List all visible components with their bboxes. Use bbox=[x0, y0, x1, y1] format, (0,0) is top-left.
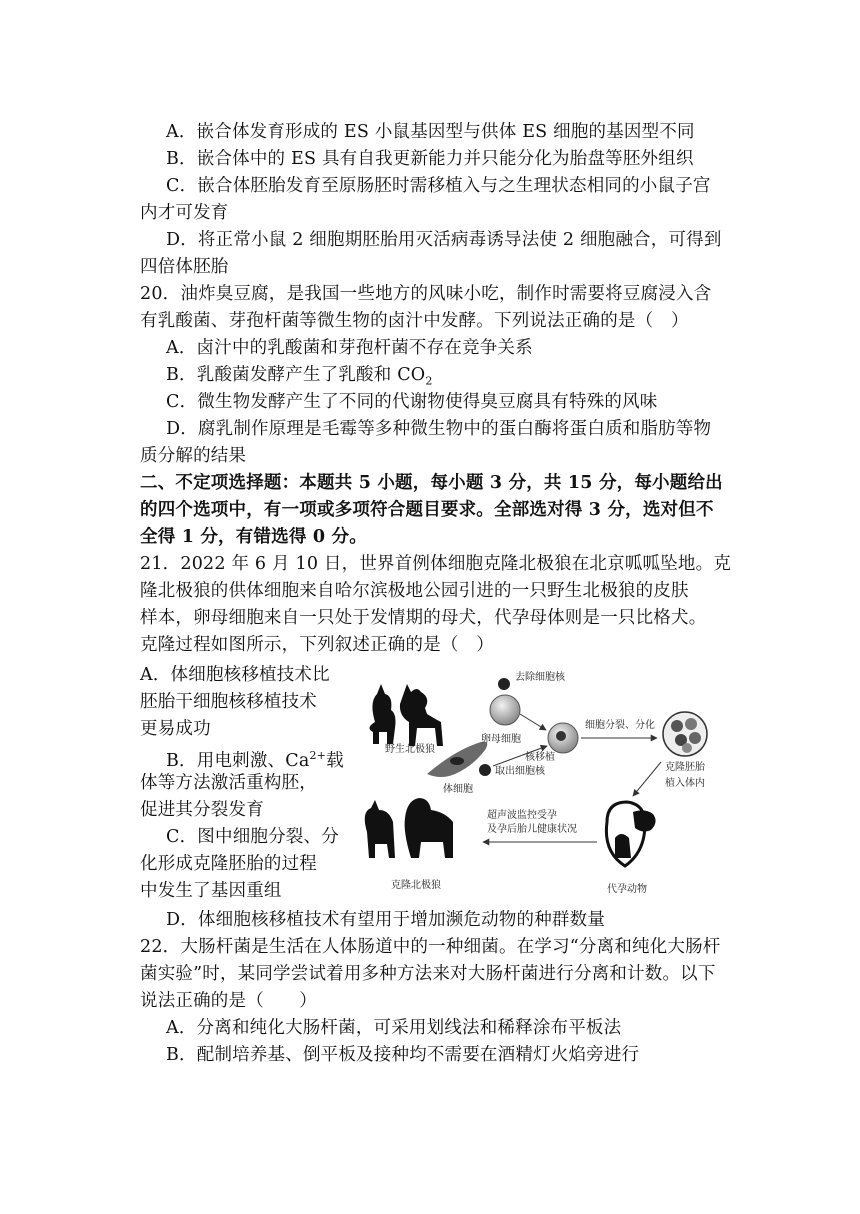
surrogate-animal bbox=[606, 802, 655, 866]
label-ultrasound-line1: 超声波监控受孕 bbox=[487, 810, 557, 821]
q21-option-c-line1: C．图中细胞分裂、分 bbox=[166, 827, 339, 847]
label-surrogate: 代孕动物 bbox=[607, 884, 647, 895]
q20-option-c: C．微生物发酵产生了不同的代谢物使得臭豆腐具有特殊的风味 bbox=[166, 392, 658, 412]
q21-option-c-line3: 中发生了基因重组 bbox=[140, 881, 282, 901]
q21-option-a-line2: 胚胎干细胞核移植技术 bbox=[140, 692, 317, 712]
q21-stem-line1: 21．2022 年 6 月 10 日，世界首例体细胞克隆北极狼在北京呱呱坠地。克 bbox=[140, 554, 732, 574]
q19-option-d-line2: 四倍体胚胎 bbox=[140, 257, 229, 277]
q20-stem-line2: 有乳酸菌、芽孢杆菌等微生物的卤汁中发酵。下列说法正确的是（ ） bbox=[140, 311, 689, 331]
q22-option-a: A．分离和纯化大肠杆菌，可采用划线法和稀释涂布平板法 bbox=[166, 1018, 622, 1038]
label-nuclear-transfer: 核移植 bbox=[525, 752, 555, 763]
section2-heading-line3: 全得 1 分，有错选得 0 分。 bbox=[140, 527, 367, 547]
clone-embryo bbox=[663, 712, 707, 756]
q21-option-b-line3: 促进其分裂发育 bbox=[140, 800, 264, 820]
label-wild-wolf: 野生北极狼 bbox=[385, 744, 435, 755]
section2-heading-line1: 二、不定项选择题：本题共 5 小题，每小题 3 分，共 15 分，每小题给出 bbox=[140, 473, 723, 493]
label-clone-embryo: 克隆胚胎 bbox=[665, 762, 705, 773]
label-clone-wolf: 克隆北极狼 bbox=[391, 880, 441, 891]
q19-option-c-line2: 内才可发育 bbox=[140, 203, 229, 223]
q21-stem-line2: 隆北极狼的供体细胞来自哈尔滨极地公园引进的一只野生北极狼的皮肤 bbox=[140, 581, 689, 601]
q19-option-d-line1: D．将正常小鼠 2 细胞期胚胎用灭活病毒诱导法使 2 细胞融合，可得到 bbox=[166, 230, 722, 250]
q21-option-b-line2: 体等方法激活重构胚， bbox=[140, 773, 317, 793]
q21-option-b-line1: B．用电刺激、$Ca^{2+}$载 bbox=[166, 749, 344, 771]
label-remove-nucleus: 去除细胞核 bbox=[515, 672, 565, 683]
cloning-process-figure bbox=[345, 662, 715, 906]
clone-wolves-silhouette bbox=[365, 798, 453, 858]
q21-option-d: D．体细胞核移植技术有望用于增加濒危动物的种群数量 bbox=[166, 910, 606, 930]
wild-wolf-silhouette bbox=[369, 684, 443, 746]
q22-stem-line1: 22．大肠杆菌是生活在人体肠道中的一种细菌。在学习“分离和纯化大肠杆 bbox=[140, 937, 721, 957]
oocyte-cell bbox=[490, 695, 520, 725]
q20-stem-line1: 20．油炸臭豆腐，是我国一些地方的风味小吃，制作时需要将豆腐浸入含 bbox=[140, 284, 712, 304]
q22-stem-line2: 菌实验”时，某同学尝试着用多种方法来对大肠杆菌进行分离和计数。以下 bbox=[140, 964, 716, 984]
label-somatic-cell: 体细胞 bbox=[443, 784, 473, 795]
label-take-nucleus: 取出细胞核 bbox=[495, 766, 545, 777]
q20-option-b: B．乳酸菌发酵产生了乳酸和 $CO_2$ bbox=[166, 365, 433, 388]
q20-option-a: A．卤汁中的乳酸菌和芽孢杆菌不存在竞争关系 bbox=[166, 338, 533, 358]
extracted-nucleus bbox=[479, 764, 491, 776]
q19-option-c-line1: C．嵌合体胚胎发育至原肠胚时需移植入与之生理状态相同的小鼠子宫 bbox=[166, 176, 711, 196]
q21-stem-line3: 样本，卵母细胞来自一只处于发情期的母犬，代孕母体则是一只比格犬。 bbox=[140, 608, 707, 628]
q20-option-d-line1: D．腐乳制作原理是毛霉等多种微生物中的蛋白酶将蛋白质和脂肪等物 bbox=[166, 419, 712, 439]
q19-option-b: B．嵌合体中的 ES 具有自我更新能力并只能分化为胎盘等胚外组织 bbox=[166, 149, 694, 169]
q22-option-b: B．配制培养基、倒平板及接种均不需要在酒精灯火焰旁进行 bbox=[166, 1045, 640, 1065]
q22-stem-line3: 说法正确的是（ ） bbox=[140, 991, 317, 1011]
q20-option-d-line2: 质分解的结果 bbox=[140, 446, 247, 466]
q19-option-a: A．嵌合体发育形成的 ES 小鼠基因型与供体 ES 细胞的基因型不同 bbox=[166, 122, 695, 142]
label-ultrasound-line2: 及孕后胎儿健康状况 bbox=[487, 824, 577, 835]
label-division: 细胞分裂、分化 bbox=[585, 720, 655, 731]
q21-option-c-line2: 化形成克隆胚胎的过程 bbox=[140, 854, 317, 874]
label-implant: 植入体内 bbox=[665, 778, 705, 789]
somatic-cell bbox=[427, 742, 487, 777]
section2-heading-line2: 的四个选项中，有一项或多项符合题目要求。全部选对得 3 分，选对但不 bbox=[140, 500, 714, 520]
q21-stem-line4: 克隆过程如图所示，下列叙述正确的是（ ） bbox=[140, 635, 494, 655]
q21-option-a-line3: 更易成功 bbox=[140, 719, 211, 739]
q21-option-a-line1: A．体细胞核移植技术比 bbox=[140, 665, 330, 685]
removed-nucleus bbox=[498, 678, 510, 690]
label-oocyte: 卵母细胞 bbox=[481, 734, 521, 745]
